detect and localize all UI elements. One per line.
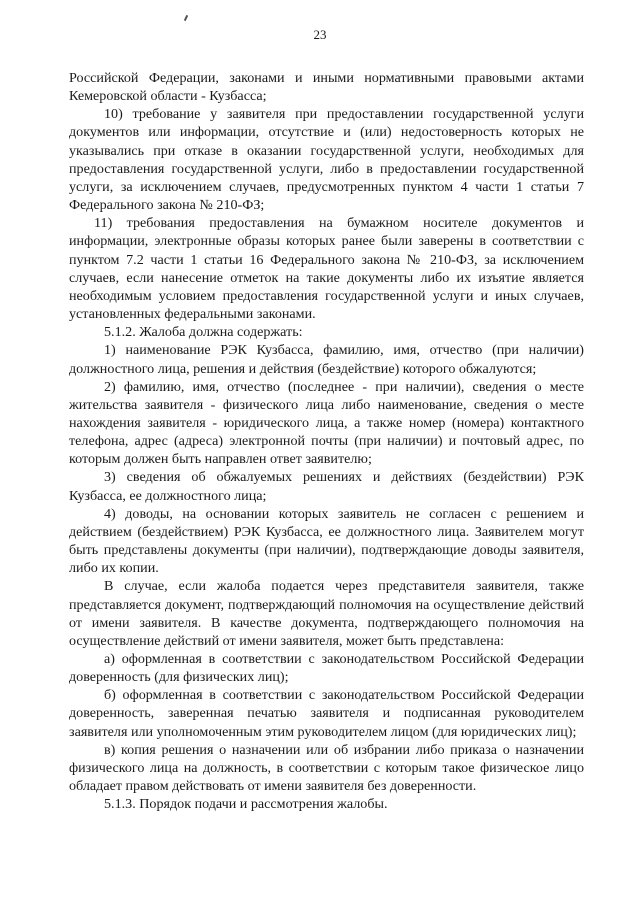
document-body [69, 69, 584, 813]
stray-pen-mark [184, 15, 188, 21]
paragraph-item-2: 2) фамилию, имя, отчество (последнее - при наличии), сведения о месте жительства заявителя - физического лица либо наименование, сведения о месте нахождения заявителя - юридического лица, а также номер (номера) контактного телефона, адрес (адреса) электронной почты (при наличии) и почтовый адрес, по которым должен быть направлен ответ заявителю; [69, 378, 584, 468]
paragraph-representative: В случае, если жалоба подается через представителя заявителя, также представляется документ, подтверждающий полномочия на осуществление действий от имени заявителя. В качестве документа, подтверждающего полномочия на осуществление действий от имени заявителя, может быть представлена: [69, 578, 584, 649]
paragraph-item-1: 1) наименование РЭК Кузбасса, фамилию, имя, отчество (при наличии) должностного лица, решения и действия (бездействие) которого обжалуются; [69, 342, 584, 377]
page-number: 23 [313, 27, 327, 42]
paragraph-item-v: в) копия решения о назначении или об избрании либо приказа о назначении физического лица на должность, в соответствии с которым такое физическое лицо обладает правом действовать от имени заявителя без доверенности. [69, 741, 584, 795]
paragraph-item-10: 10) требование у заявителя при предоставлении государственной услуги документов или информации, отсутствие и (или) недостоверность которых не указывались при отказе в оказании государственной услуги, необходимых для предоставления государственной услуги, либо в предоставлении государственной услуги, за исключением случаев, предусмотренных пунктом 4 части 1 статьи 7 Федерального закона № 210-ФЗ; [69, 106, 584, 214]
section-heading-5-1-3: 5.1.3. Порядок подачи и рассмотрения жалобы. [104, 796, 388, 813]
paragraph-item-11: 11) требования предоставления на бумажном носителе документов и информации, электронные образы которых ранее были заверены в соответствии с пунктом 7.2 части 1 статьи 16 Федерального закона № 210-ФЗ, за исключением случаев, если нанесение отметок на такие документы либо их изъятие является необходимым условием предоставления государственной услуги и иных случаев, установленных федеральными законами. [69, 215, 584, 323]
paragraph-item-b: б) оформленная в соответствии с законодательством Российской Федерации доверенность, заверенная печатью заявителя и подписанная руководителем заявителя или уполномоченным этим руководителем лицом (для юридических лиц); [69, 687, 584, 740]
paragraph-item-a: а) оформленная в соответствии с законодательством Российской Федерации доверенность (для физических лиц); [69, 651, 584, 686]
paragraph-item-4: 4) доводы, на основании которых заявитель не согласен с решением и действием (бездействием) РЭК Кузбасса, ее должностного лица. Заявителем могут быть представлены документы (при наличии), подтверждающие доводы заявителя, либо их копии. [69, 505, 584, 577]
section-heading-5-1-2: 5.1.2. Жалоба должна содержать: [104, 324, 303, 341]
paragraph-continuation: Российской Федерации, законами и иными нормативными правовыми актами Кемеровской области - Кузбасса; [69, 70, 584, 105]
paragraph-item-3: 3) сведения об обжалуемых решениях и действиях (бездействии) РЭК Кузбасса, ее должностного лица; [69, 469, 584, 504]
